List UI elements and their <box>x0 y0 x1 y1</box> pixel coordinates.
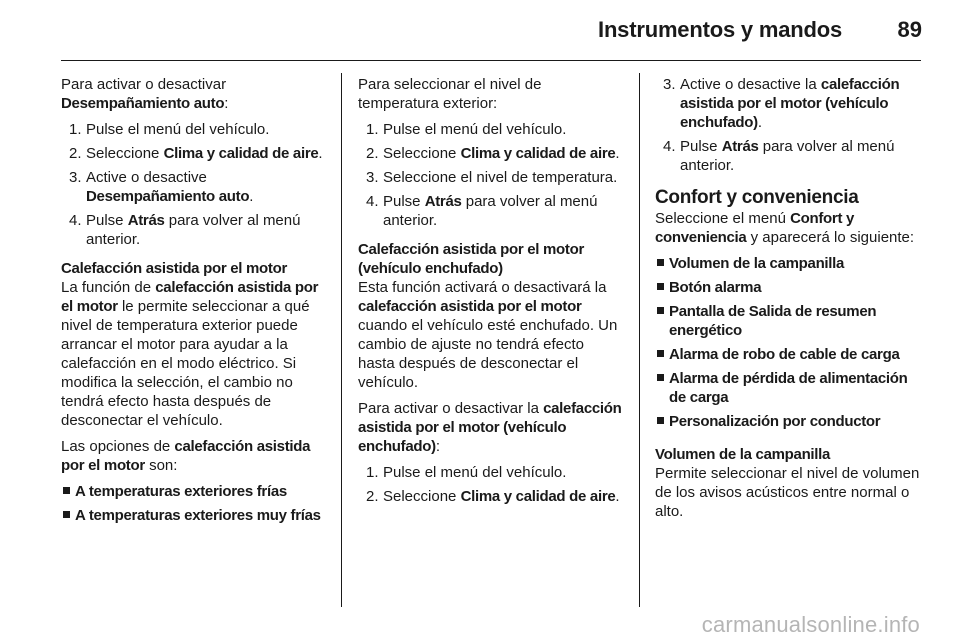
section-heading: Calefacción asistida por el motor (vehículo enchufado) <box>358 241 584 277</box>
bullet-square-icon <box>657 417 664 424</box>
paragraph: Esta función activará o desactivará la calefacción asistida por el motor cuando el vehículo esté enchufado. Un cambio de ajuste no tendrá efecto hasta después de desconectar el vehículo. <box>358 279 618 391</box>
list-item: 3. Seleccione el nivel de temperatura. <box>366 169 618 186</box>
paragraph: Las opciones de calefacción asistida por el motor son: <box>61 438 311 474</box>
bullet-square-icon <box>657 350 664 357</box>
col3-options <box>655 254 923 431</box>
column-2 <box>358 75 624 516</box>
column-divider-2 <box>639 73 640 607</box>
column-3 <box>655 75 923 528</box>
column-1 <box>61 75 327 535</box>
bullet-square-icon <box>657 259 664 266</box>
paragraph: Para activar o desactivar la calefacción asistida por el motor (vehículo enchufado): <box>358 400 622 455</box>
list-item: Pantalla de Salida de resumen energético <box>655 302 923 340</box>
list-item: 1. Pulse el menú del vehículo. <box>366 464 567 481</box>
list-item: Alarma de pérdida de alimentación de carga <box>655 369 923 407</box>
column-divider-1 <box>341 73 342 607</box>
section-heading-main: Confort y conveniencia <box>655 187 859 208</box>
section-heading: Volumen de la campanilla <box>655 446 831 463</box>
list-item: 3. Active o desactive Desempañamiento auto. <box>69 169 254 205</box>
page-number: 89 <box>897 17 922 42</box>
paragraph: Seleccione el menú Confort y conveniencia y aparecerá lo siguiente: <box>655 210 915 246</box>
section-heading: Calefacción asistida por el motor <box>61 260 287 277</box>
page-title: Instrumentos y mandos <box>598 17 842 42</box>
list-item: 4. Pulse Atrás para volver al menú anterior. <box>366 193 598 229</box>
list-item: 4. Pulse Atrás para volver al menú anterior. <box>663 138 895 174</box>
col3-steps <box>655 75 923 175</box>
list-item: 2. Seleccione Clima y calidad de aire. <box>69 145 323 162</box>
list-item: 1. Pulse el menú del vehículo. <box>69 121 270 138</box>
page-header <box>0 0 960 62</box>
header-rule <box>61 60 921 61</box>
paragraph: La función de calefacción asistida por el motor le permite seleccionar a qué nivel de temperatura exterior puede arrancar el motor para ayudar a la calefacción en el modo eléctrico. Si modifica la selección, el cambio no tendrá efecto hasta después de desconectar el vehículo. <box>61 279 319 429</box>
col1-options <box>61 482 327 525</box>
bullet-square-icon <box>63 511 70 518</box>
list-item: 3. Active o desactive la calefacción asistida por el motor (vehículo enchufado). <box>663 76 900 131</box>
col2-steps <box>358 120 624 230</box>
col1-intro: Para activar o desactivar Desempañamiento auto: <box>61 76 229 112</box>
list-item: A temperaturas exteriores frías <box>61 482 327 501</box>
col2-steps-2 <box>358 463 624 506</box>
list-item: Personalización por conductor <box>655 412 923 431</box>
bullet-square-icon <box>63 487 70 494</box>
paragraph: Para seleccionar el nivel de temperatura exterior: <box>358 76 542 112</box>
paragraph: Permite seleccionar el nivel de volumen de los avisos acústicos entre normal o alto. <box>655 465 920 520</box>
list-item: Alarma de robo de cable de carga <box>655 345 923 364</box>
bullet-square-icon <box>657 374 664 381</box>
list-item: 1. Pulse el menú del vehículo. <box>366 121 567 138</box>
bullet-square-icon <box>657 283 664 290</box>
watermark: carmanualsonline.info <box>701 612 920 637</box>
col1-steps <box>61 120 327 249</box>
list-item: 2. Seleccione Clima y calidad de aire. <box>366 488 620 505</box>
list-item: A temperaturas exteriores muy frías <box>61 506 327 525</box>
bullet-square-icon <box>657 307 664 314</box>
list-item: Volumen de la campanilla <box>655 254 923 273</box>
list-item: 4. Pulse Atrás para volver al menú anterior. <box>69 212 301 248</box>
list-item: 2. Seleccione Clima y calidad de aire. <box>366 145 620 162</box>
list-item: Botón alarma <box>655 278 923 297</box>
